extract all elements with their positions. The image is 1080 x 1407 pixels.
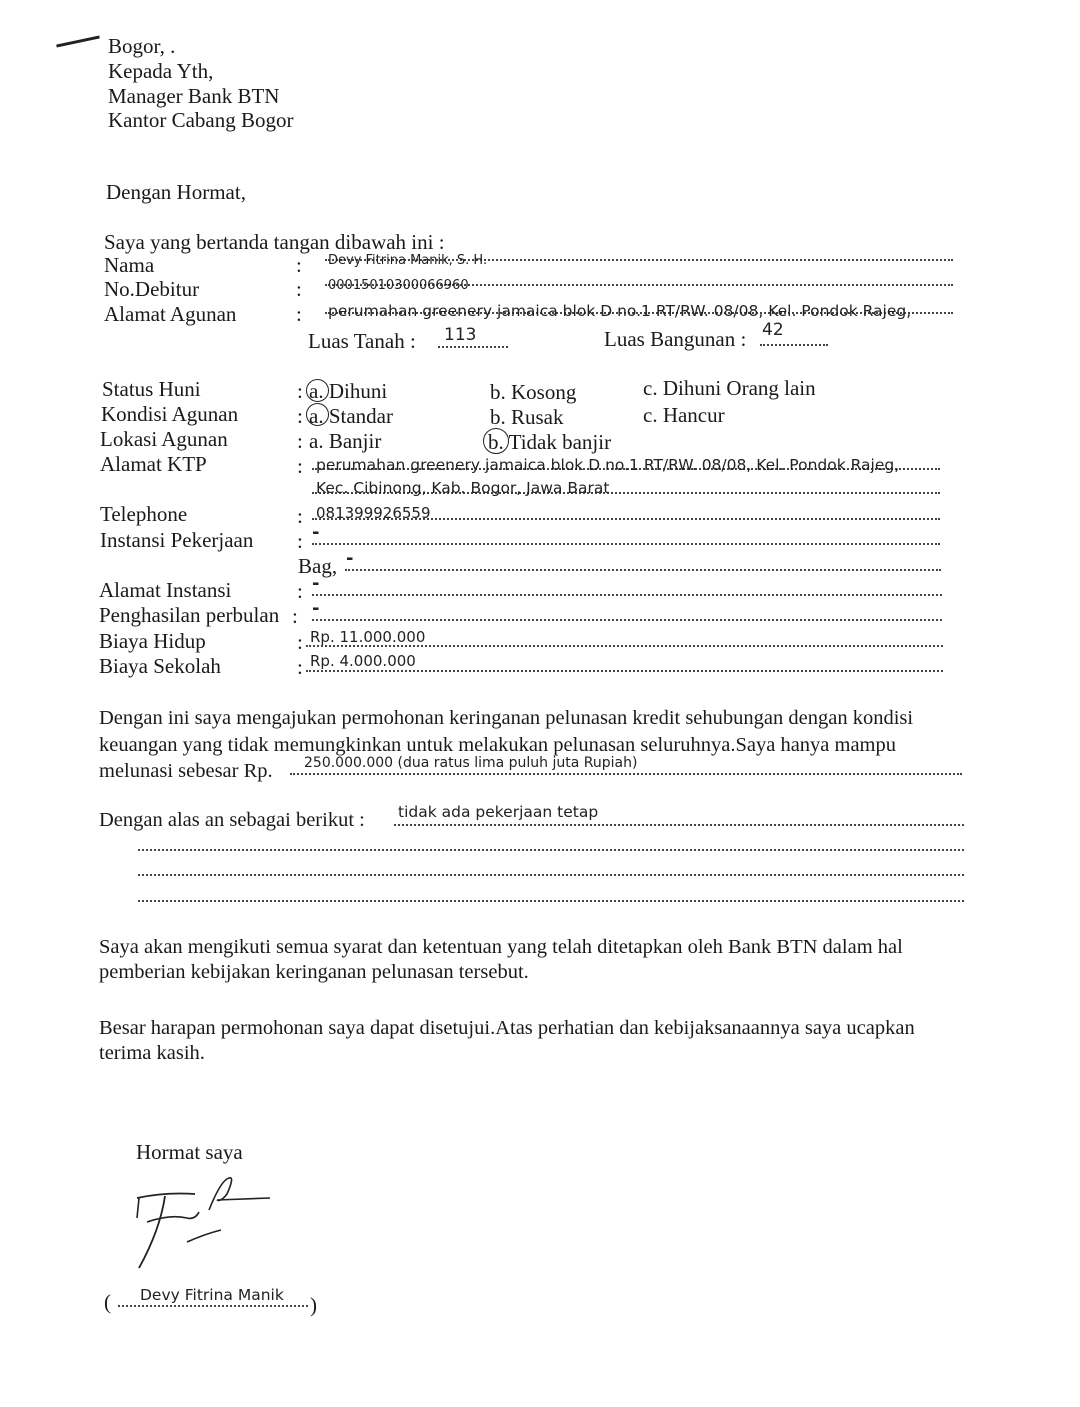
colon: : xyxy=(297,529,303,553)
instansi-line xyxy=(312,543,940,545)
colon: : xyxy=(297,504,303,528)
alamat-agunan-value[interactable]: perumahan greenery jamaica blok D no.1 RT/RW. 08/08, Kel. Pondok Rajeg, xyxy=(328,302,912,320)
nama-value[interactable]: Devy Fitrina Manik, S. H. xyxy=(328,253,488,268)
luas-bangunan-line xyxy=(760,344,828,346)
bag-label: Bag, xyxy=(298,554,338,578)
lokasi-option-a[interactable]: a. Banjir xyxy=(309,429,382,453)
luas-tanah-line xyxy=(438,346,508,348)
place-date: Bogor, . xyxy=(108,34,176,58)
alamat-ktp-value-1[interactable]: perumahan greenery jamaica blok D no.1 RT/RW. 08/08, Kel. Pondok Rajeg, xyxy=(316,456,900,474)
colon: : xyxy=(296,277,302,301)
closing-line-2: terima kasih. xyxy=(99,1042,205,1064)
greeting: Dengan Hormat, xyxy=(106,180,246,204)
kondisi-option-a[interactable]: a. Standar xyxy=(309,404,393,428)
to-line: Kepada Yth, xyxy=(108,59,214,83)
kondisi-option-b[interactable]: b. Rusak xyxy=(490,405,564,429)
biaya-sekolah-label: Biaya Sekolah xyxy=(99,654,221,678)
signature-name-line xyxy=(118,1305,308,1307)
open-paren: ( xyxy=(104,1290,111,1314)
penghasilan-line xyxy=(312,619,942,621)
biaya-sekolah-value[interactable]: Rp. 4.000.000 xyxy=(310,652,416,670)
request-line-1: Dengan ini saya mengajukan permohonan keringanan pelunasan kredit sehubungan dengan kondisi xyxy=(99,707,914,729)
reason-line-1 xyxy=(394,824,964,826)
colon: : xyxy=(297,404,303,428)
colon: : xyxy=(296,302,302,326)
bag-value[interactable]: - xyxy=(346,548,354,569)
luas-tanah-value[interactable]: 113 xyxy=(444,325,477,345)
amount-line xyxy=(290,773,962,775)
amount-value[interactable]: 250.000.000 (dua ratus lima puluh juta Rupiah) xyxy=(304,755,638,771)
instansi-value[interactable]: - xyxy=(312,522,320,543)
kondisi-label: Kondisi Agunan xyxy=(101,402,239,426)
lokasi-option-b[interactable]: b. Tidak banjir xyxy=(488,430,612,454)
reason-line-2 xyxy=(138,849,964,851)
reason-label: Dengan alas an sebagai berikut : xyxy=(99,809,365,831)
salutation: Hormat saya xyxy=(136,1140,243,1164)
branch: Kantor Cabang Bogor xyxy=(108,108,294,132)
alamat-agunan-label: Alamat Agunan xyxy=(104,302,237,326)
penghasilan-label: Penghasilan perbulan xyxy=(99,603,280,627)
commitment-line-1: Saya akan mengikuti semua syarat dan ketentuan yang telah ditetapkan oleh Bank BTN dalam hal xyxy=(99,936,903,958)
reason-line-4 xyxy=(138,900,964,902)
closing-line-1: Besar harapan permohonan saya dapat disetujui.Atas perhatian dan kebijaksanaannya saya ucapkan xyxy=(99,1017,915,1039)
bag-line xyxy=(345,569,941,571)
colon: : xyxy=(292,604,298,628)
colon: : xyxy=(297,579,303,603)
biaya-hidup-value[interactable]: Rp. 11.000.000 xyxy=(310,628,426,646)
colon: : xyxy=(297,429,303,453)
close-paren: ) xyxy=(310,1293,317,1317)
alamat-instansi-line xyxy=(312,594,942,596)
commitment-line-2: pemberian kebijakan keringanan pelunasan tersebut. xyxy=(99,961,529,983)
penghasilan-value[interactable]: - xyxy=(312,598,320,619)
status-huni-option-a[interactable]: a. Dihuni xyxy=(309,379,388,403)
alamat-ktp-value-2[interactable]: Kec. Cibinong, Kab. Bogor, Jawa Barat xyxy=(316,479,610,497)
status-huni-label: Status Huni xyxy=(102,377,201,401)
lokasi-label: Lokasi Agunan xyxy=(100,427,228,451)
debitur-value[interactable]: 00015010300066960 xyxy=(328,278,469,293)
colon: : xyxy=(297,630,303,654)
colon: : xyxy=(297,379,303,403)
alamat-instansi-label: Alamat Instansi xyxy=(99,578,232,602)
biaya-sekolah-line xyxy=(306,670,943,672)
biaya-hidup-label: Biaya Hidup xyxy=(99,629,206,653)
pen-mark xyxy=(56,35,100,47)
colon: : xyxy=(297,454,303,478)
signature-name[interactable]: Devy Fitrina Manik xyxy=(140,1286,284,1304)
signature-drawing xyxy=(125,1170,285,1280)
status-huni-option-b[interactable]: b. Kosong xyxy=(490,380,577,404)
alamat-instansi-value[interactable]: - xyxy=(312,573,320,594)
nama-label: Nama xyxy=(104,253,155,277)
instansi-label: Instansi Pekerjaan xyxy=(100,528,254,552)
colon: : xyxy=(297,655,303,679)
reason-value[interactable]: tidak ada pekerjaan tetap xyxy=(398,803,599,821)
luas-tanah-label: Luas Tanah : xyxy=(308,329,416,353)
luas-bangunan-value[interactable]: 42 xyxy=(762,320,784,340)
telephone-value[interactable]: 081399926559 xyxy=(316,504,431,522)
reason-line-3 xyxy=(138,874,964,876)
request-line-3: melunasi sebesar Rp. xyxy=(99,760,273,782)
recipient: Manager Bank BTN xyxy=(108,84,280,108)
status-huni-option-c[interactable]: c. Dihuni Orang lain xyxy=(643,376,816,400)
telephone-label: Telephone xyxy=(100,502,188,526)
kondisi-option-c[interactable]: c. Hancur xyxy=(643,403,725,427)
colon: : xyxy=(296,253,302,277)
debitur-label: No.Debitur xyxy=(104,277,200,301)
intro: Saya yang bertanda tangan dibawah ini : xyxy=(104,230,445,254)
alamat-ktp-label: Alamat KTP xyxy=(100,452,207,476)
request-line-2: keuangan yang tidak memungkinkan untuk melakukan pelunasan seluruhnya.Saya hanya mampu xyxy=(99,734,897,756)
luas-bangunan-label: Luas Bangunan : xyxy=(604,327,747,351)
